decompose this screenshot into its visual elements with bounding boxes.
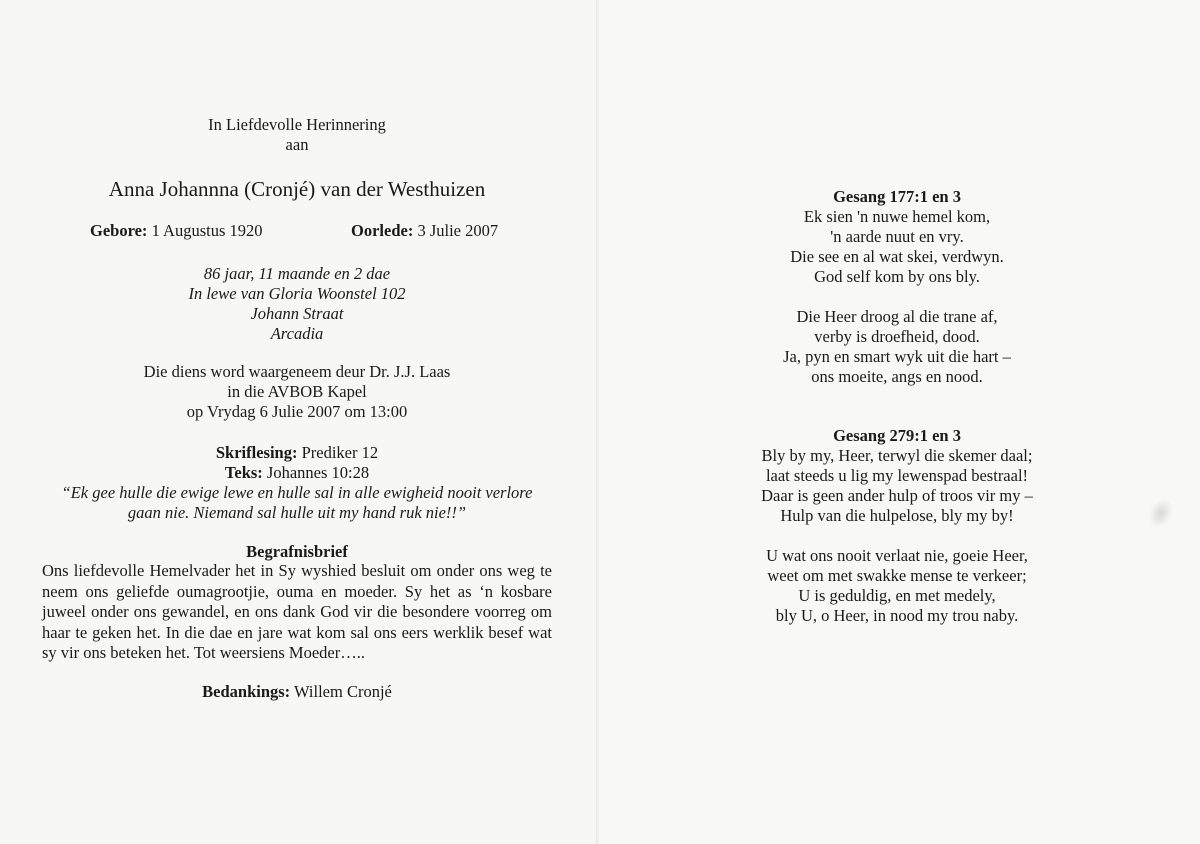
died-date: [351, 221, 498, 241]
hymn-line: Die see en al wat skei, verdwyn.: [790, 247, 1004, 266]
hymn-line: Daar is geen ander hulp of troos vir my –: [761, 486, 1033, 505]
hymn-line: Hulp van die hulpelose, bly my by!: [780, 506, 1014, 525]
letter-body: [42, 561, 552, 664]
right-page: [600, 0, 1200, 844]
hymn-line: ons moeite, angs en nood.: [811, 367, 983, 386]
died-value: 3 Julie 2007: [413, 221, 499, 240]
intro-line: In Liefdevolle Herinnering: [208, 115, 386, 134]
hymn2-title: Gesang 279:1 en 3: [833, 426, 961, 445]
reading-label: Skriflesing:: [215, 443, 298, 462]
hymn-line: verby is droefheid, dood.: [814, 327, 980, 346]
page-fold: [596, 0, 600, 844]
hymn-line: Bly by my, Heer, terwyl die skemer daal;: [761, 446, 1033, 465]
age-line: 86 jaar, 11 maande en 2 dae: [203, 264, 391, 283]
intro-aan: aan: [285, 135, 309, 154]
quote-line: “Ek gee hulle die ewige lewe en hulle sal in alle ewigheid nooit verlore: [61, 483, 533, 502]
hymn-line: U is geduldig, en met medely,: [798, 586, 996, 605]
thanks-line: [202, 682, 392, 702]
born-value: 1 Augustus 1920: [147, 221, 263, 240]
address-line: In lewe van Gloria Woonstel 102: [188, 284, 406, 303]
hymn-line: God self kom by ons bly.: [814, 267, 980, 286]
service-line: in die AVBOB Kapel: [227, 382, 367, 401]
thanks-label: Bedankings:: [202, 682, 291, 701]
text-value: Johannes 10:28: [262, 463, 370, 482]
deceased-name: Anna Johannna (Cronjé) van der Westhuizen: [108, 177, 486, 201]
text-label: Teks:: [224, 463, 263, 482]
thanks-value: Willem Cronjé: [290, 682, 392, 701]
letter-heading: Begrafnisbrief: [246, 542, 348, 561]
hymn-line: laat steeds u lig my lewenspad bestraal!: [765, 466, 1029, 485]
died-label: Oorlede:: [351, 221, 414, 240]
quote-line: gaan nie. Niemand sal hulle uit my hand ruk nie!!”: [127, 503, 467, 522]
hymn-line: 'n aarde nuut en vry.: [830, 227, 964, 246]
suburb-line: Arcadia: [270, 324, 324, 343]
born-date: [90, 221, 263, 241]
service-line: op Vrydag 6 Julie 2007 om 13:00: [186, 402, 408, 421]
hymn-line: Ja, pyn en smart wyk uit die hart –: [783, 347, 1011, 366]
hymn-line: bly U, o Heer, in nood my trou naby.: [775, 606, 1019, 625]
reading-value: Prediker 12: [297, 443, 379, 462]
hymn-line: Ek sien 'n nuwe hemel kom,: [803, 207, 991, 226]
scripture-text: [225, 463, 369, 483]
hymn1-title: Gesang 177:1 en 3: [833, 187, 961, 206]
hymn-line: weet om met swakke mense te verkeer;: [767, 566, 1027, 585]
hymn-line: Die Heer droog al die trane af,: [796, 307, 998, 326]
service-line: Die diens word waargeneem deur Dr. J.J. Laas: [143, 362, 451, 381]
street-line: Johann Straat: [250, 304, 344, 323]
hymn-line: U wat ons nooit verlaat nie, goeie Heer,: [766, 546, 1028, 565]
scripture-reading: [216, 443, 378, 463]
born-label: Gebore:: [90, 221, 148, 240]
letter-text: Ons liefdevolle Hemelvader het in Sy wyshied besluit om onder ons weg te neem ons geliefde oumagrootjie, ouma en moeder. Sy het as ‘n kosbare juweel onder ons gewandel, en ons dank God vir die besondere voorreg om haar te geken het. In die dae en jare wat kom sal ons eers werklik besef wat sy vir ons beteken het. Tot weersiens Moeder…..: [42, 561, 552, 662]
